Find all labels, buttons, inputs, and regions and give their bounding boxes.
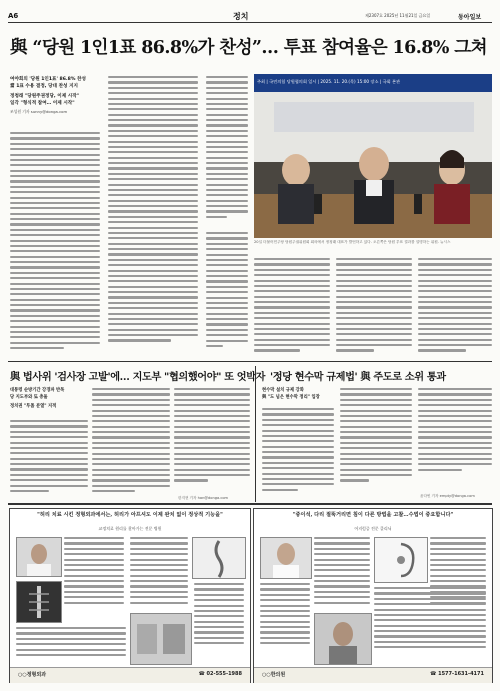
ear-illustration	[375, 538, 427, 582]
deck-line-1b: 當 1표 수용 결정, 당대 찬성 지지	[10, 84, 78, 89]
ad-left-photo-1	[16, 537, 62, 577]
left-body-col-2	[92, 388, 170, 498]
xray-image	[17, 582, 61, 622]
newspaper-brand: 동아일보	[458, 14, 482, 21]
top-photo	[254, 74, 492, 238]
clinic-photo	[131, 614, 191, 664]
section-rule-1	[8, 361, 492, 362]
top-decks	[10, 76, 106, 115]
meeting-photo	[254, 74, 492, 238]
story-divider	[255, 366, 256, 502]
ad-left-photo-4	[130, 613, 192, 665]
spine-illustration	[193, 538, 245, 578]
left-deck-3: 정치권 "투톱 분열" 지적	[10, 404, 57, 409]
left-deck-1: 대통령 순방기간 강경파 반목	[10, 388, 65, 393]
doctor-photo	[17, 538, 61, 576]
ad-right-phone: ☎ 1577-1631-4171	[430, 671, 484, 677]
page-number: A6	[8, 12, 19, 20]
top-body-col-5	[254, 258, 330, 356]
header-rule	[8, 22, 492, 23]
photo-caption: 20일 더불어민주당 당원주권위원회 회의에서 정청래 대표가 발언하고 있다. 오른쪽은 당원 투표 결과를 설명하는 위원. 뉴시스	[254, 240, 451, 244]
doctor-photo	[261, 538, 311, 578]
right-headline: '정당 현수막 규제법' 與 주도로 소위 통과	[270, 371, 446, 383]
right-byline: 윤다빈 기자 empty@donga.com	[420, 494, 475, 498]
deck-line-1: 여야회의 '당원 1인1표' 86.8% 찬성	[10, 77, 86, 82]
right-decks	[262, 388, 334, 401]
ad-right-footer	[254, 667, 492, 683]
top-body-col-3	[206, 76, 248, 226]
deck-line-3: 일각 "형식적 참여… 이제 시작"	[10, 101, 75, 106]
left-byline: 한지현 기자 han@donga.com	[178, 496, 229, 500]
top-body-col-2	[108, 76, 198, 356]
top-body-col-7	[418, 258, 492, 356]
ad-left-title: "허리 치료 시킨 정형외과에서는, 허리가 아프셔도 이제 완치 없이 정상적 기능을"	[37, 512, 223, 518]
top-body-col-6	[336, 258, 412, 356]
ad-right-text-1	[314, 537, 370, 609]
left-deck-2: 당 지도부와 또 충돌	[10, 394, 48, 400]
photo-banner-text: 주최 | 국민의힘 당원협의회 일시 | 2025. 11. 20.(목) 15:00 장소 | 국회 본관	[257, 79, 401, 84]
ad-left-hospital: ○○정형외과	[18, 672, 47, 678]
issue-meta: 제2307호 2025년 11월21일 금요일	[365, 13, 431, 18]
advertisement-left	[9, 508, 251, 683]
ad-left-phone: ☎ 02-555-1988	[198, 671, 242, 677]
right-body-col-2	[340, 388, 412, 498]
ad-left-text-3	[16, 627, 126, 663]
left-headline: 與 법사위 '검사장 고발'에… 지도부 "협의했어야" 또 엇박자	[10, 371, 266, 383]
right-deck-1: 현수막 설치 규제 강화	[262, 388, 304, 393]
ad-left-subtitle: 교정치료 원리를 찾아가는 전문 병원	[98, 526, 162, 531]
ad-right-photo-1	[260, 537, 312, 579]
section-rule-2	[8, 503, 492, 505]
ad-left-photo-3	[16, 581, 62, 623]
section-label: 정치	[233, 12, 249, 21]
ad-right-photo-3	[314, 613, 372, 665]
right-body-col-3	[418, 388, 492, 488]
ad-left-text-2	[130, 537, 188, 609]
ad-left-footer	[10, 667, 250, 683]
top-body-col-1	[10, 132, 100, 357]
top-body-col-4	[206, 232, 248, 357]
ad-right-photo-2	[374, 537, 428, 583]
left-decks	[10, 388, 88, 411]
top-headline: 與 “당원 1인1표 86.8%가 찬성”… 투표 참여율은 16.8% 그쳐	[10, 38, 487, 58]
ad-left-text-4	[194, 583, 244, 663]
deck-line-2: 정청래 "당원주권정당, 이제 시작"	[10, 94, 80, 99]
advertisement-right	[253, 508, 493, 683]
right-deck-2: 與 "도 넘은 현수막 정리" 입장	[262, 394, 320, 400]
treatment-photo	[315, 614, 371, 664]
right-body-col-1	[262, 408, 334, 498]
ad-right-subtitle: 어지럼증 전문 클리닉	[354, 526, 392, 531]
left-body-col-1	[10, 420, 88, 500]
ad-right-text-4	[374, 587, 486, 663]
ad-right-title: "중이석, 다리 절뚝거리면 침이 다른 방법을 고찰…수법이 중요합니다"	[292, 512, 454, 518]
ad-left-text-1	[64, 537, 124, 609]
ad-right-hospital: ○○한의원	[262, 672, 286, 678]
ad-right-text-3	[260, 583, 310, 663]
top-byline: 조성원 기자 sunny@donga.com	[10, 109, 68, 114]
left-body-col-3	[174, 388, 250, 498]
ad-left-photo-2	[192, 537, 246, 579]
